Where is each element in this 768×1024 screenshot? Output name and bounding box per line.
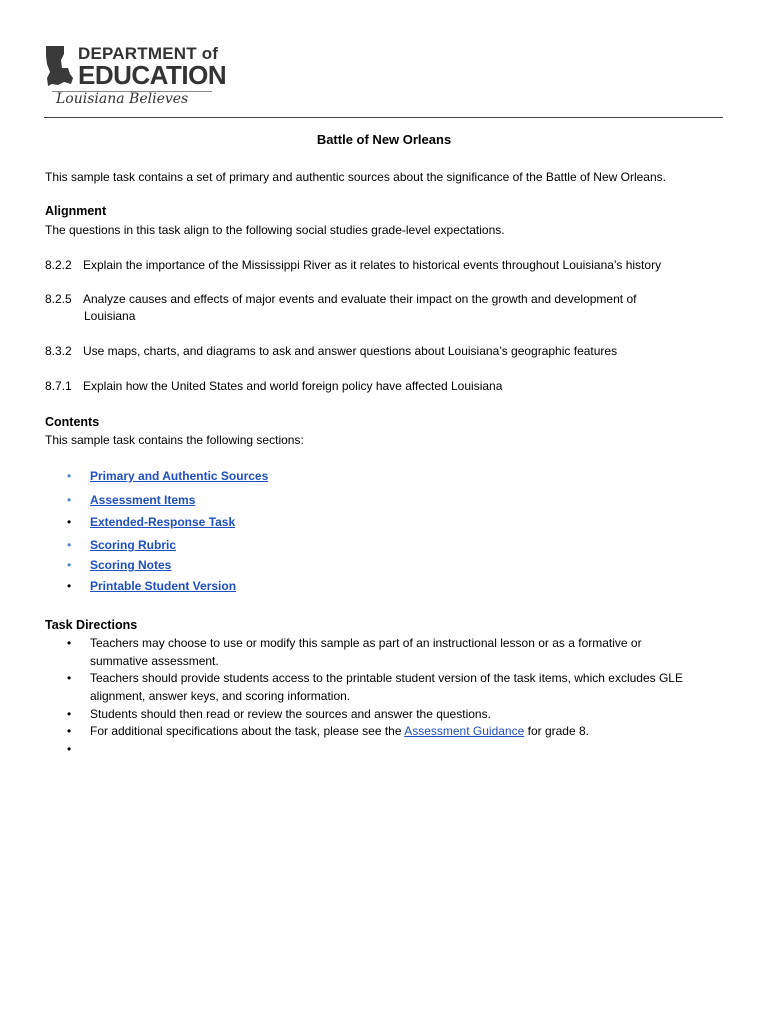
header-divider [44,117,723,118]
gle-item [45,343,617,359]
contents-link-scoring-notes[interactable]: Scoring Notes [90,558,172,572]
bullet-icon: • [67,469,72,483]
logo-tagline: Louisiana Believes [56,91,189,107]
intro-text: This sample task contains a set of primary and authentic sources about the significance of the Battle of New Orleans. [45,170,666,184]
gle-description: Explain the importance of the Mississippi River as it relates to historical events throughout Louisiana’s history [83,258,662,272]
direction-item [90,670,683,705]
direction-line: summative assessment. [90,653,219,668]
contents-link-printable-version[interactable]: Printable Student Version [90,579,237,593]
page-title: Battle of New Orleans [316,132,452,147]
alignment-text: The questions in this task align to the following social studies grade-level expectations. [45,223,505,237]
direction-line: Students should then read or review the sources and answer the questions. [90,707,491,721]
bullet-icon: • [67,671,72,685]
gle-description: Use maps, charts, and diagrams to ask and answer questions about Louisiana’s geographic features [83,344,618,358]
gle-item [45,257,661,273]
direction-text-after: for grade 8. [527,724,589,738]
direction-item [90,723,589,741]
alignment-heading: Alignment [45,204,107,218]
gle-description: Explain how the United States and world foreign policy have affected Louisiana [83,379,503,393]
gle-code: 8.3.2 [45,344,72,358]
contents-text: This sample task contains the following sections: [45,433,304,447]
bullet-icon: • [67,538,72,552]
direction-line: alignment, answer keys, and scoring information. [90,688,351,703]
bullet-icon: • [67,493,72,507]
direction-line: Teachers may choose to use or modify this sample as part of an instructional lesson or as a formative or [90,636,642,650]
logo-education-text: EDUCATION [78,60,227,90]
gle-description: Analyze causes and effects of major events and evaluate their impact on the growth and development of [83,292,637,306]
direction-item [90,635,642,670]
bullet-icon: • [67,636,72,650]
contents-link-scoring-rubric[interactable]: Scoring Rubric [90,538,177,552]
gle-item [45,291,636,307]
bullet-icon: • [67,579,72,593]
bullet-icon: • [67,558,72,572]
task-directions-heading: Task Directions [45,618,138,632]
empty-bullet-icon: • [67,742,72,756]
department-of-education-logo [44,44,227,110]
gle-code: 8.2.2 [45,258,72,272]
gle-description-continuation: Louisiana [84,309,136,323]
direction-line: Teachers should provide students access to the printable student version of the task items, which excludes GLE [90,671,683,685]
direction-item [90,706,491,724]
logo-department-text: DEPARTMENT of [78,44,219,63]
contents-link-assessment-items[interactable]: Assessment Items [90,493,196,507]
contents-link-extended-response[interactable]: Extended-Response Task [90,515,236,529]
assessment-guidance-link[interactable]: Assessment Guidance [404,724,525,738]
bullet-icon: • [67,515,72,529]
contents-link-primary-sources[interactable]: Primary and Authentic Sources [90,469,269,483]
louisiana-state-icon [44,44,74,88]
bullet-icon: • [67,707,72,721]
contents-heading: Contents [45,415,100,429]
gle-item [45,378,502,394]
gle-code: 8.7.1 [45,379,72,393]
direction-text-before: For additional specifications about the task, please see the [90,724,402,738]
bullet-icon: • [67,724,72,738]
gle-code: 8.2.5 [45,292,72,306]
